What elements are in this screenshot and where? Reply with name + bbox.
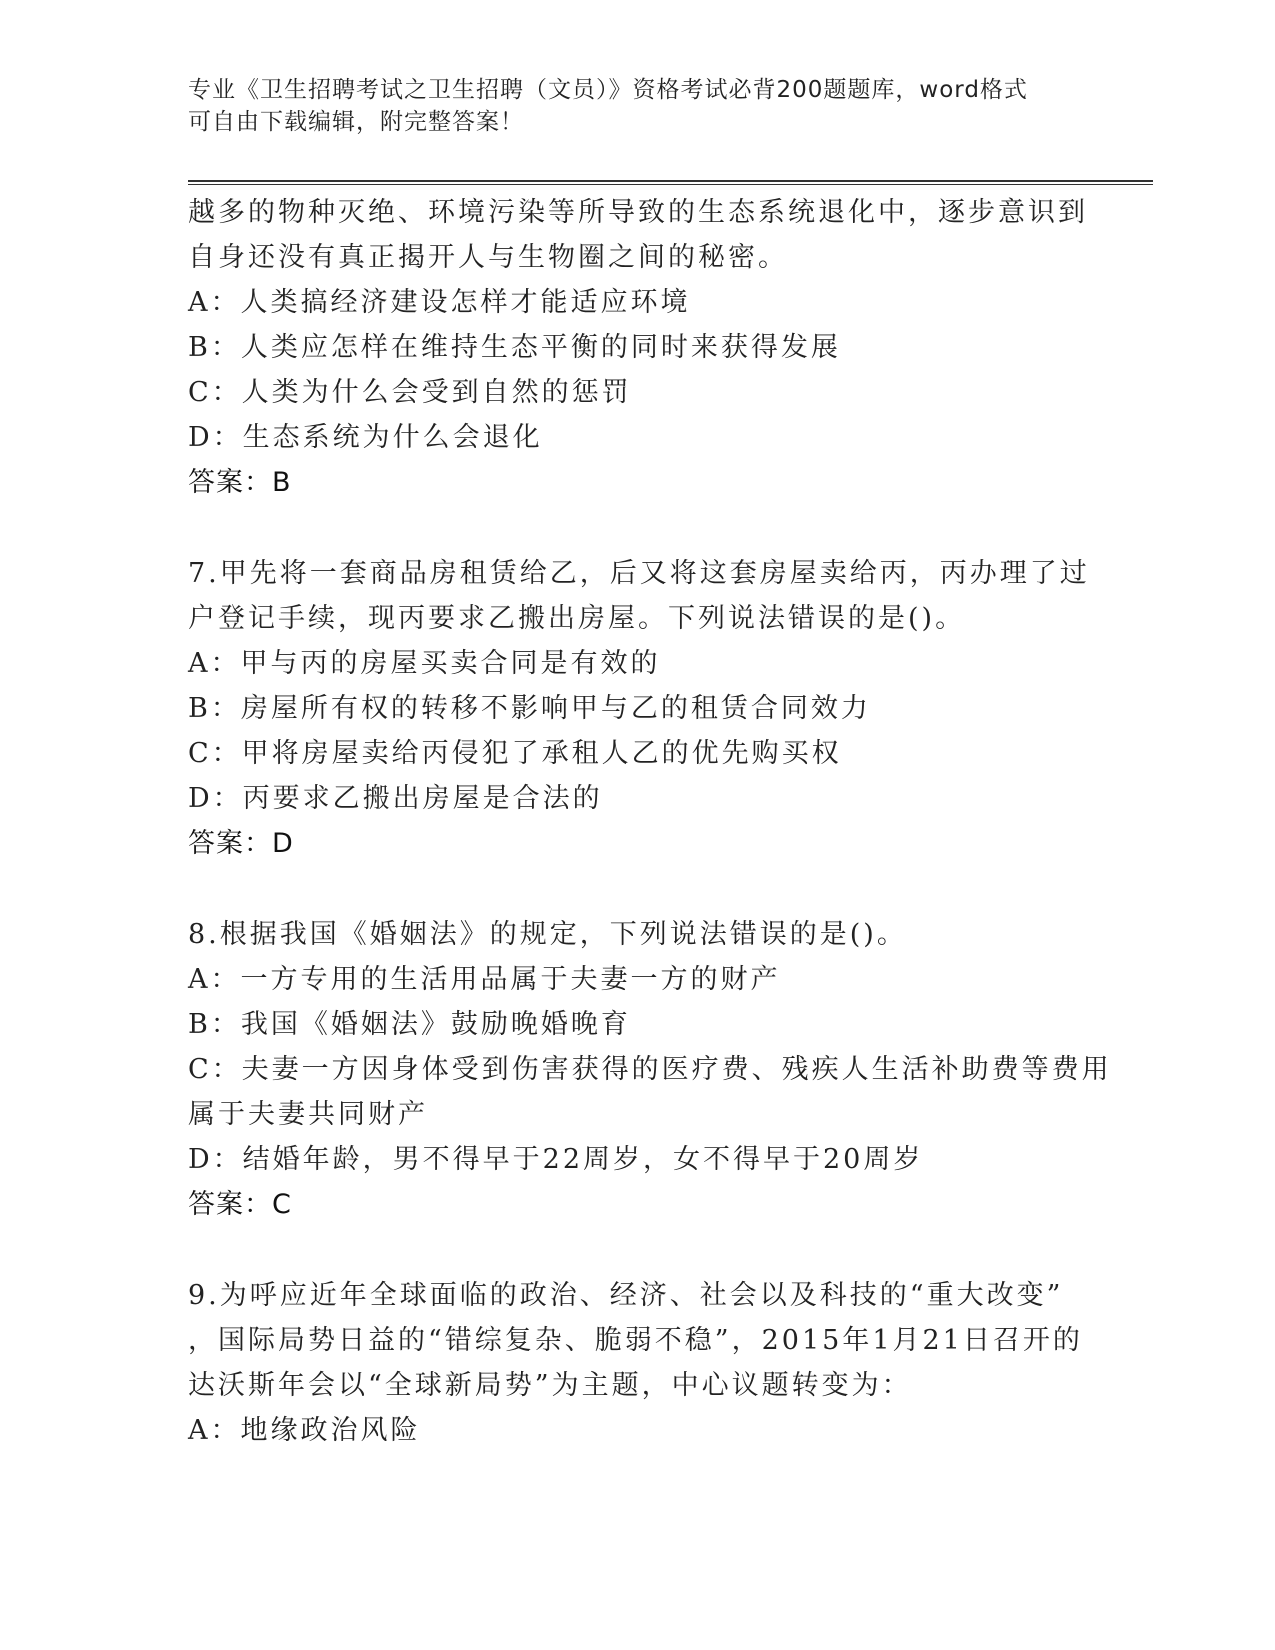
header-divider-thin [188,184,1153,185]
answer-label: 答案：D [188,828,294,859]
option-c: C：甲将房屋卖给丙侵犯了承租人乙的优先购买权 [188,738,842,769]
header-line-1: 专业《卫生招聘考试之卫生招聘（文员）》资格考试必背200题题库，word格式 [188,77,1028,103]
option-d: D：丙要求乙搬出房屋是合法的 [188,783,603,814]
question-6-block [188,190,1088,505]
question-text-line: 达沃斯年会以“全球新局势”为主题，中心议题转变为： [188,1370,912,1401]
question-8-block [188,912,1112,1227]
question-9-block [188,1273,1088,1453]
spacer [188,1227,1088,1273]
option-a: A：甲与丙的房屋买卖合同是有效的 [188,648,661,679]
question-text-line: ，国际局势日益的“错综复杂、脆弱不稳”，2015年1月21日召开的 [188,1325,1083,1356]
option-b: B：房屋所有权的转移不影响甲与乙的租赁合同效力 [188,693,871,724]
option-c: C：人类为什么会受到自然的惩罚 [188,377,632,408]
answer-label: 答案：B [188,467,292,498]
question-text-line: 7.甲先将一套商品房租赁给乙，后又将这套房屋卖给丙，丙办理了过 [188,558,1090,589]
question-text-line: 越多的物种灭绝、环境污染等所导致的生态系统退化中，逐步意识到 [188,197,1088,228]
option-c-continued: 属于夫妻共同财产 [188,1099,428,1130]
option-b: B：人类应怎样在维持生态平衡的同时来获得发展 [188,332,841,363]
option-b: B：我国《婚姻法》鼓励晚婚晚育 [188,1009,631,1040]
question-text-line: 自身还没有真正揭开人与生物圈之间的秘密。 [188,242,788,273]
question-text-line: 户登记手续，现丙要求乙搬出房屋。下列说法错误的是()。 [188,603,966,634]
question-list [188,190,1112,1453]
header-divider-thick [188,180,1153,182]
spacer [188,505,1088,551]
spacer [188,866,1088,912]
document-header [188,74,1068,138]
question-text-line: 8.根据我国《婚姻法》的规定，下列说法错误的是()。 [188,919,907,950]
option-a: A：一方专用的生活用品属于夫妻一方的财产 [188,964,781,995]
option-d: D：结婚年龄，男不得早于22周岁，女不得早于20周岁 [188,1144,924,1175]
option-d: D：生态系统为什么会退化 [188,422,543,453]
option-a: A：人类搞经济建设怎样才能适应环境 [188,287,691,318]
header-line-2: 可自由下载编辑，附完整答案！ [188,109,524,135]
option-c: C：夫妻一方因身体受到伤害获得的医疗费、残疾人生活补助费等费用 [188,1054,1112,1085]
question-text-line: 9.为呼应近年全球面临的政治、经济、社会以及科技的“重大改变” [188,1280,1064,1311]
question-7-block [188,551,1088,866]
answer-label: 答案：C [188,1189,292,1220]
option-a: A：地缘政治风险 [188,1415,421,1446]
